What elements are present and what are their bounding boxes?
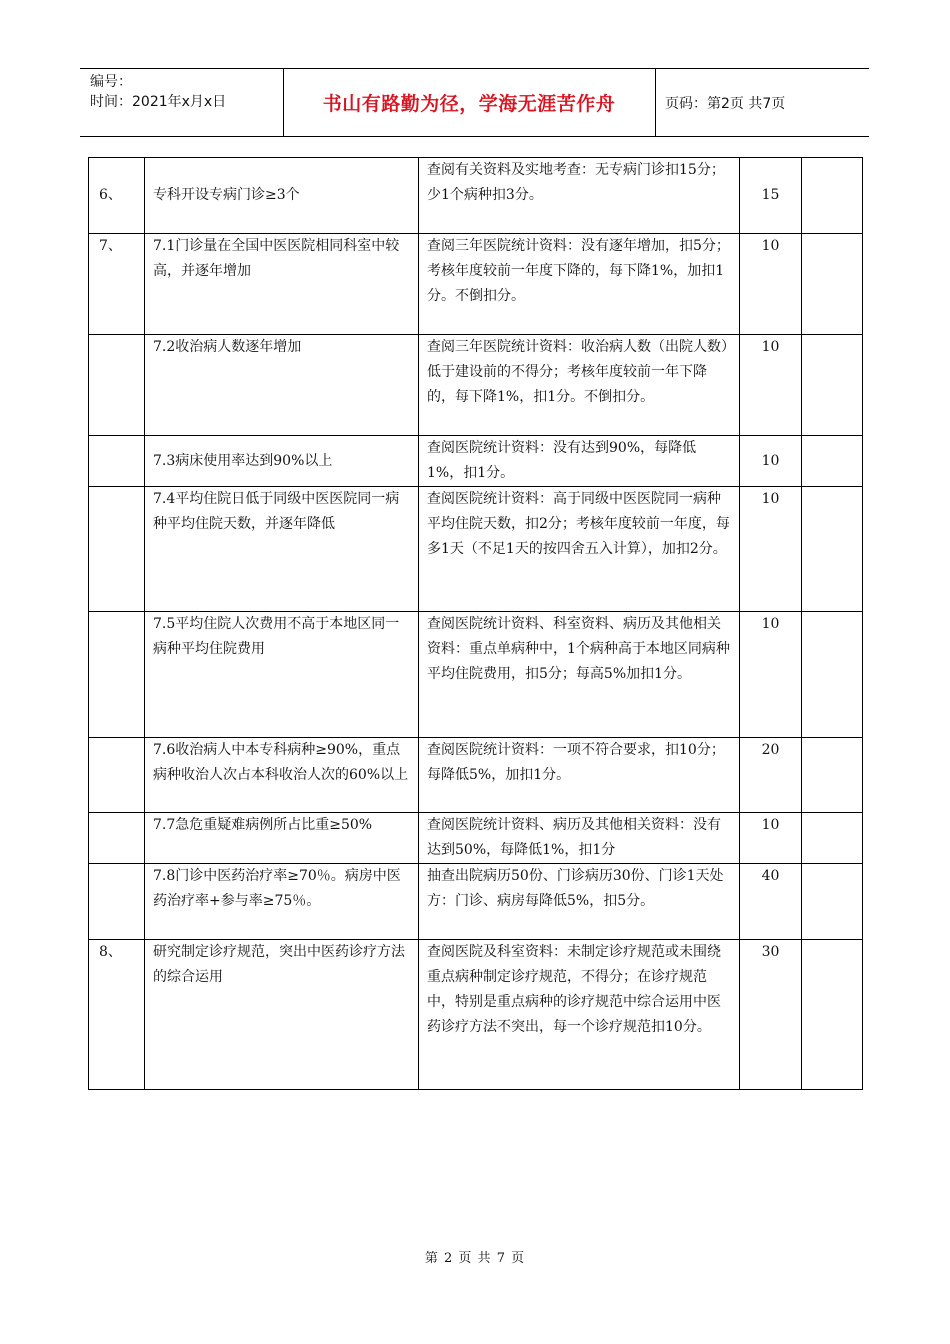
item-number [89,864,145,940]
item-number [89,813,145,864]
table-row [89,738,863,813]
item-criterion: 7.5平均住院人次费用不高于本地区同一病种平均住院费用 [145,612,419,738]
item-method: 查阅医院统计资料：没有达到90%，每降低1%，扣1分。 [419,436,740,487]
header-page-number: 页码：第2页 共7页 [665,95,786,112]
document-date-label: 时间：2021年x月x日 [90,94,227,110]
item-number: 7、 [89,234,145,335]
item-number: 6、 [89,158,145,234]
item-criterion: 7.8门诊中医药治疗率≥70％。病房中医药治疗率+参与率≥75％。 [145,864,419,940]
item-method: 查阅三年医院统计资料：没有逐年增加，扣5分；考核年度较前一年度下降的，每下降1%，加扣1分。不倒扣分。 [419,234,740,335]
item-score: 10 [740,487,802,612]
item-blank-cell [802,487,863,612]
page-footer: 第 2 页 共 7 页 [424,1251,526,1266]
item-method: 查阅医院统计资料：一项不符合要求，扣10分；每降低5%，加扣1分。 [419,738,740,813]
table-row [89,612,863,738]
item-blank-cell [802,864,863,940]
document-number-label: 编号： [90,74,132,90]
item-criterion: 专科开设专病门诊≥3个 [145,158,419,234]
item-blank-cell [802,158,863,234]
item-blank-cell [802,738,863,813]
item-method: 查阅三年医院统计资料：收治病人数（出院人数）低于建设前的不得分；考核年度较前一年下降的，每下降1%，扣1分。不倒扣分。 [419,335,740,436]
table-row [89,436,863,487]
table-row [89,813,863,864]
item-score: 15 [740,158,802,234]
item-number [89,487,145,612]
item-score: 40 [740,864,802,940]
item-criterion: 7.2收治病人数逐年增加 [145,335,419,436]
item-criterion: 7.1门诊量在全国中医医院相同科室中较高，并逐年增加 [145,234,419,335]
header-motto: 书山有路勤为径，学海无涯苦作舟 [322,93,616,115]
item-method: 查阅医院统计资料、科室资料、病历及其他相关资料：重点单病种中，1个病种高于本地区同病种平均住院费用，扣5分；每高5%加扣1分。 [419,612,740,738]
table-row [89,487,863,612]
document-header [80,68,869,137]
item-method: 查阅医院及科室资料：未制定诊疗规范或未围绕重点病种制定诊疗规范，不得分；在诊疗规范中，特别是重点病种的诊疗规范中综合运用中医药诊疗方法不突出，每一个诊疗规范扣10分。 [419,940,740,1090]
item-blank-cell [802,234,863,335]
item-criterion: 7.6收治病人中本专科病种≥90%，重点病种收治人次占本科收治人次的60%以上 [145,738,419,813]
item-number [89,738,145,813]
header-divider [655,69,656,136]
item-blank-cell [802,612,863,738]
item-criterion: 研究制定诊疗规范，突出中医药诊疗方法的综合运用 [145,940,419,1090]
item-method: 查阅医院统计资料：高于同级中医医院同一病种平均住院天数，扣2分；考核年度较前一年度，每多1天（不足1天的按四舍五入计算），加扣2分。 [419,487,740,612]
item-criterion: 7.7急危重疑难病例所占比重≥50% [145,813,419,864]
item-blank-cell [802,436,863,487]
item-criterion: 7.3病床使用率达到90%以上 [145,436,419,487]
table-row [89,335,863,436]
item-method: 抽查出院病历50份、门诊病历30份、门诊1天处方：门诊、病房每降低5%，扣5分。 [419,864,740,940]
item-criterion: 7.4平均住院日低于同级中医医院同一病种平均住院天数，并逐年降低 [145,487,419,612]
table-row [89,234,863,335]
item-score: 20 [740,738,802,813]
item-number [89,335,145,436]
item-score: 10 [740,234,802,335]
table-row [89,864,863,940]
item-score: 10 [740,813,802,864]
item-number [89,436,145,487]
item-method: 查阅有关资料及实地考查：无专病门诊扣15分；少1个病种扣3分。 [419,158,740,234]
item-blank-cell [802,335,863,436]
item-score: 10 [740,436,802,487]
item-number [89,612,145,738]
item-score: 30 [740,940,802,1090]
item-method: 查阅医院统计资料、病历及其他相关资料：没有达到50%，每降低1%，扣1分 [419,813,740,864]
table-row [89,158,863,234]
item-blank-cell [802,940,863,1090]
item-number: 8、 [89,940,145,1090]
item-score: 10 [740,612,802,738]
header-left [90,72,226,112]
table-row [89,940,863,1090]
item-blank-cell [802,813,863,864]
item-score: 10 [740,335,802,436]
scoring-table [88,157,863,1090]
